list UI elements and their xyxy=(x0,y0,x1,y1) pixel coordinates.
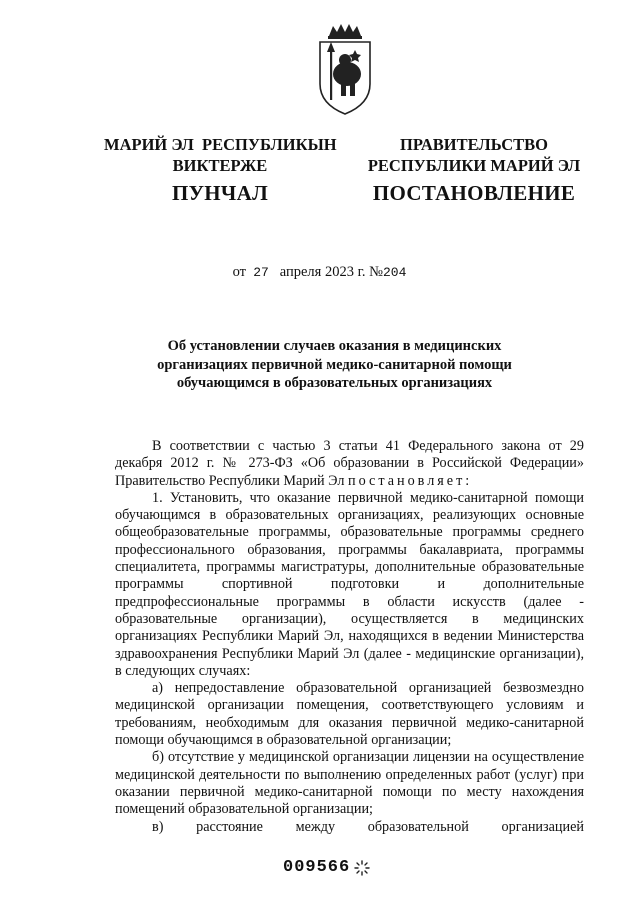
security-mark-icon xyxy=(354,860,370,876)
paragraph-b: б) отсутствие у медицинской организации лицензии на осуществление медицинской деятельности по выполнению определенных работ (услуг) при оказании первичной медико-санитарной помощи по месту нахождения помещений образовательной организации; xyxy=(115,749,584,818)
header-right-title: ПОСТАНОВЛЕНИЕ xyxy=(372,181,576,205)
header-left-line2: ВИКТЕРЖЕ xyxy=(172,156,268,175)
header-left-title: ПУНЧАЛ xyxy=(171,181,269,205)
number-sign: № xyxy=(369,264,383,280)
document-title xyxy=(100,337,569,393)
title-line-1: Об установлении случаев оказания в медицинских xyxy=(167,338,502,354)
coat-of-arms-emblem xyxy=(315,22,375,118)
header-left-line1: МАРИЙ ЭЛ РЕСПУБЛИКЫН xyxy=(104,135,337,154)
document-body xyxy=(115,438,584,836)
header-right-line1: ПРАВИТЕЛЬСТВО xyxy=(400,135,548,154)
header-right-line2: РЕСПУБЛИКИ МАРИЙ ЭЛ xyxy=(367,156,581,175)
document-date-line xyxy=(0,264,639,281)
paragraph-preamble xyxy=(115,438,584,490)
serial-number: 009566 xyxy=(283,858,351,877)
date-day: 27 xyxy=(253,265,269,280)
header-mari-block xyxy=(104,134,336,204)
document-number: 204 xyxy=(383,265,407,280)
header-russian-block xyxy=(358,134,590,204)
decree-word: постановляет: xyxy=(347,472,473,489)
preamble-text: В соответствии с частью 3 статьи 41 Федерального закона от 29 декабря 2012 г. № 273-ФЗ «Об образовании в Российской Федерации» Правительство Республики Марий Эл xyxy=(115,438,584,489)
title-line-3: обучающимся в образовательных организациях xyxy=(176,375,493,391)
date-prefix: от xyxy=(232,264,246,280)
paragraph-1: 1. Установить, что оказание первичной медико-санитарной помощи обучающимся в образовательных организациях, реализующих основные общеобразовательные программы, образовательные программы среднего профессионального образования, программы бакалавриата, программы специалитета, программы магистратуры, дополнительные образовательные программы спортивной подготовки и дополнительные предпрофессиональные программы в области искусств (далее - образовательные организации), осуществляется в медицинских организациях Республики Марий Эл, находящихся в ведении Министерства здравоохранения Республики Марий Эл (далее - медицинские организации), в следующих случаях: xyxy=(115,489,584,679)
title-line-2: организациях первичной медико-санитарной помощи xyxy=(157,356,512,373)
paragraph-a: а) непредоставление образовательной организацией безвозмездно медицинской организации помещения, соответствующего условиям и требованиям, необходимым для оказания первичной медико-санитарной помощи обучающимся в образовательной организации; xyxy=(115,680,584,749)
paragraph-c: в) расстояние между образовательной организацией xyxy=(152,818,584,835)
date-month-year: апреля 2023 г. xyxy=(279,264,366,280)
